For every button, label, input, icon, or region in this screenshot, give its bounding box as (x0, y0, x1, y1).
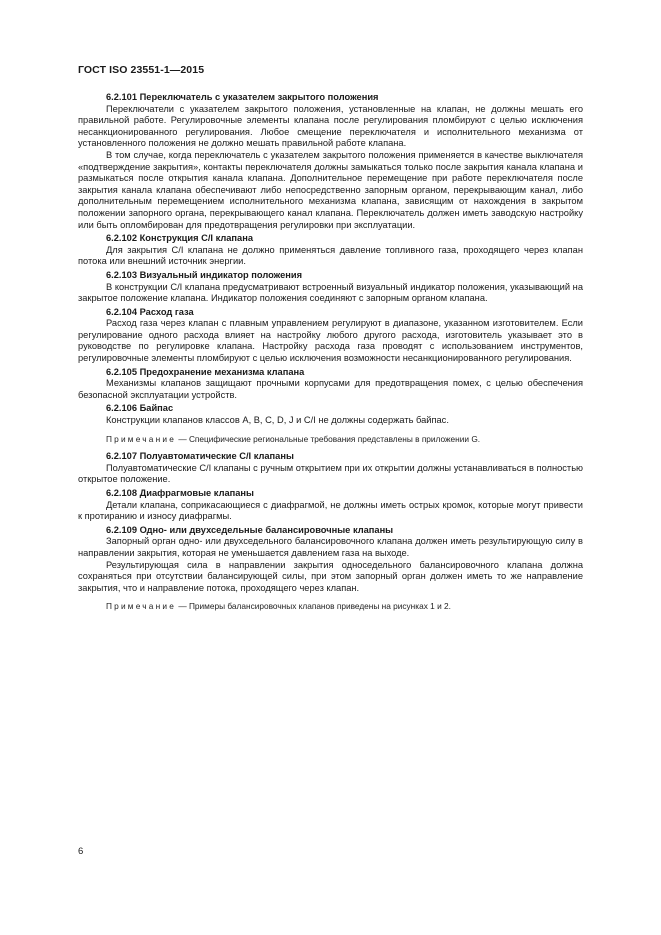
body-paragraph: Механизмы клапанов защищают прочными корпусами для предотвращения помех, с целью обеспечения безопасной эксплуатации устройств. (78, 378, 583, 400)
body-paragraph: Для закрытия С/I клапана не должно применяться давление топливного газа, проходящего через клапан потока или внешний источник энергии. (78, 244, 583, 267)
note-paragraph (78, 434, 583, 446)
note-label: Примечание (106, 601, 177, 612)
note-paragraph (78, 601, 583, 613)
body-paragraph: Переключатели с указателем закрытого положения, установленные на клапан, не должны мешать его правильной работе. Регулировочные элементы клапана после регулирования пломбируют с целью исключения несанкционированного регулирования. Любое смещение переключателя и исполнительного механизма от установленного положения не должно мешать правильной работе клапана. (78, 103, 583, 149)
document-header: ГОСТ ISO 23551-1—2015 (78, 64, 205, 76)
note-label: Примечание (106, 433, 177, 444)
note-text: — Примеры балансировочных клапанов приведены на рисунках 1 и 2. (176, 601, 451, 612)
section-heading: 6.2.107 Полуавтоматические С/I клапаны (106, 451, 294, 462)
page-number: 6 (78, 846, 84, 857)
document-body (78, 92, 583, 619)
body-paragraph: Расход газа через клапан с плавным управлением регулируют в диапазоне, указанном изготовителем. Если регулирование одного расхода влияет на настройку любого другого расхода, изготовитель указывает это в руководстве по регулировке клапана. Настройку расхода газа проводят с использованием инструментов, регулировочные элементы пломбируют с целью исключения возможности несанкционированного регулирования. (78, 318, 583, 364)
section-heading: 6.2.103 Визуальный индикатор положения (106, 269, 303, 280)
body-paragraph: Конструкции клапанов классов A, B, C, D, J и С/I не должны содержать байпас. (106, 415, 449, 426)
note-text: — Специфические региональные требования представлены в приложении G. (176, 433, 481, 444)
section-heading: 6.2.104 Расход газа (106, 306, 194, 317)
section-heading: 6.2.102 Конструкция С/I клапана (106, 233, 253, 244)
body-paragraph: В конструкции С/I клапана предусматривают встроенный визуальный индикатор положения, указывающий на закрытое положение клапана. Индикатор положения соединяют с запорным органом клапана. (78, 281, 583, 304)
section-heading: 6.2.101 Переключатель с указателем закрытого положения (106, 92, 379, 102)
body-paragraph: Результирующая сила в направлении закрытия односедельного балансировочного клапана должна сохраняться при отсутствии балансирующей силы, при этом запорный орган должен иметь то же направление закрытия, что и направление потока, проходящего через клапан. (78, 559, 583, 593)
body-paragraph: Запорный орган одно- или двухседельного балансировочного клапана должен иметь результирующую силу в направлении закрытия, которая не уменьшается давлением газа на выходе. (78, 536, 583, 558)
section-heading: 6.2.106 Байпас (106, 403, 174, 414)
section-heading: 6.2.105 Предохранение механизма клапана (106, 366, 305, 377)
body-paragraph: Детали клапана, соприкасающиеся с диафрагмой, не должны иметь острых кромок, которые могут привести к протиранию и износу диафрагмы. (78, 499, 583, 522)
body-paragraph: Полуавтоматические С/I клапаны с ручным открытием при их открытии должны устанавливаться в полностью открытое положение. (78, 462, 584, 485)
body-paragraph: В том случае, когда переключатель с указателем закрытого положения применяется в качестве выключателя «подтверждение закрытия», контакты переключателя должны замыкаться только после закрытия канала клапана и размыкаться после открытия канала клапана. Дополнительное перемещение при работе переключателя после закрытия канала клапана обеспечивают либо непосредственно запорным органом, перекрывающим канал, либо дополнительным перемещением исполнительного механизма клапана, зависящим от нахождения в закрытом положении запорного органа, перекрывающего канал клапана. Переключатель должен иметь заводскую настройку или быть опломбирован для предотвращения регулировки при эксплуатации. (78, 149, 583, 230)
section-heading: 6.2.109 Одно- или двухседельные балансировочные клапаны (106, 524, 394, 535)
section-heading: 6.2.108 Диафрагмовые клапаны (106, 488, 254, 498)
